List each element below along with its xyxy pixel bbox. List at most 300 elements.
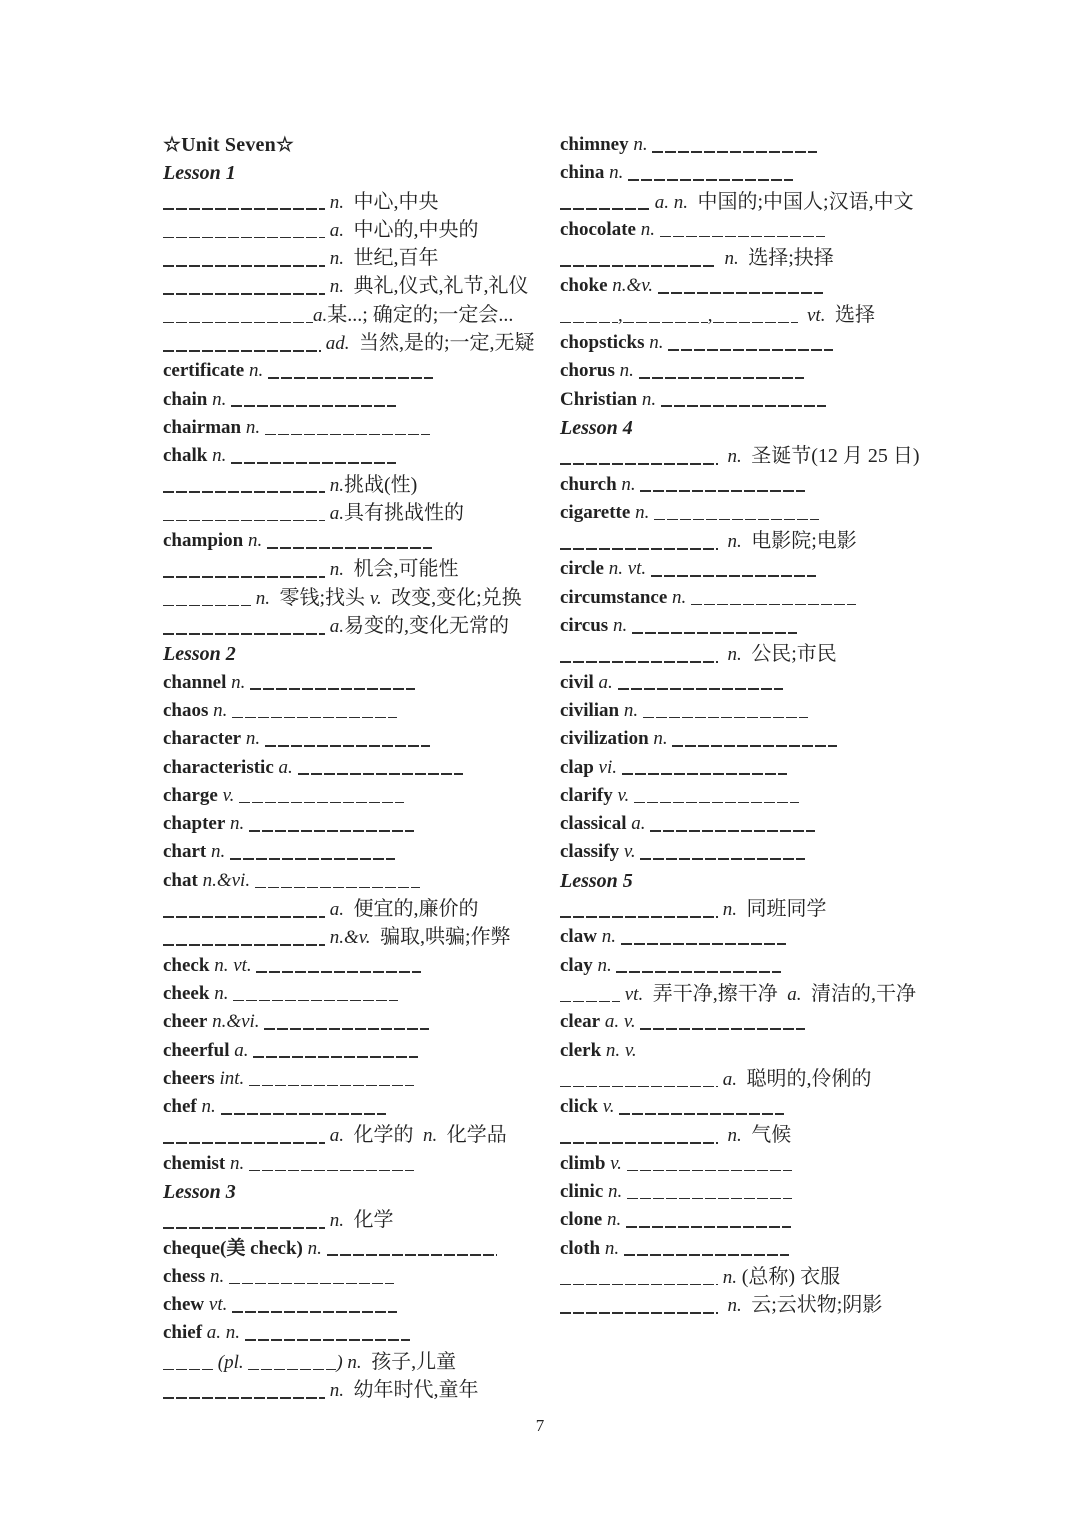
part-of-speech: v.	[619, 841, 641, 863]
vocab-entry	[163, 1291, 563, 1319]
part-of-speech: n.	[325, 474, 344, 496]
fill-in-blank	[626, 1226, 791, 1228]
headword: chairman	[163, 416, 242, 438]
headword: chopsticks	[560, 332, 645, 354]
part-of-speech: n.	[635, 218, 660, 240]
vocab-entry	[560, 499, 1000, 527]
fill-in-blank	[267, 547, 432, 549]
part-of-speech: n.	[644, 332, 669, 354]
headword: chain	[163, 388, 208, 410]
part-of-speech: a.	[325, 1125, 354, 1147]
vocab-entry	[560, 442, 1000, 470]
fill-in-blank	[622, 773, 787, 775]
fill-in-blank	[634, 802, 799, 804]
fill-in-blank	[163, 1142, 325, 1144]
headword: cigarette	[560, 501, 631, 523]
fill-in-blank	[265, 434, 430, 436]
part-of-speech: v.	[605, 1152, 627, 1174]
part-of-speech: (pl.	[213, 1351, 249, 1373]
part-of-speech: vt.	[204, 1294, 233, 1316]
fill-in-blank	[640, 858, 805, 860]
fill-in-blank	[249, 1170, 414, 1172]
fill-in-blank	[661, 405, 826, 407]
headword: character	[163, 728, 242, 750]
headword: church	[560, 473, 617, 495]
fill-in-blank	[232, 1311, 397, 1313]
part-of-speech: n.	[206, 841, 231, 863]
definition-cn: 某...; 确定的;一定会...	[327, 303, 514, 326]
fill-in-blank	[658, 292, 823, 294]
vocab-entry	[560, 1235, 1000, 1263]
vocab-entry	[163, 1235, 563, 1263]
part-of-speech: a.	[626, 813, 651, 835]
part-of-speech: v.	[612, 784, 635, 806]
fill-in-blank	[560, 1086, 718, 1088]
headword: Christian	[560, 388, 638, 410]
part-of-speech: a.	[325, 219, 354, 241]
part-of-speech: a.	[718, 1068, 747, 1090]
part-of-speech: n.	[630, 501, 655, 523]
fill-in-blank	[560, 1284, 718, 1286]
fill-in-blank	[560, 1142, 718, 1144]
separator-text: ,	[618, 304, 623, 326]
vocab-entry	[163, 754, 563, 782]
part-of-speech: a.	[593, 671, 618, 693]
vocab-entry	[163, 923, 563, 951]
vocab-entry	[163, 1263, 563, 1291]
lesson-heading: Lesson 3	[163, 1180, 236, 1203]
vocab-entry	[560, 1093, 1000, 1121]
part-of-speech: n.	[718, 644, 752, 666]
part-of-speech: n.&vi.	[207, 1011, 265, 1033]
part-of-speech: n.	[596, 926, 621, 948]
definition-cn: 电影院;电影	[751, 530, 857, 553]
definition-cn: 化学的	[353, 1124, 414, 1147]
vocab-entry	[163, 499, 563, 527]
headword: check	[163, 954, 210, 976]
headword: cloth	[560, 1237, 601, 1259]
part-of-speech: n.&v.	[325, 927, 381, 949]
fill-in-blank	[628, 179, 793, 181]
part-of-speech: n.	[302, 1237, 327, 1259]
definition-cn: 中国的;中国人;汉语,中文	[697, 190, 914, 213]
part-of-speech: n.	[600, 1237, 624, 1259]
definition-cn: 改变,变化;兑换	[391, 586, 522, 609]
vocab-entry	[560, 640, 1000, 668]
vocab-entry	[560, 1150, 1000, 1178]
headword: clap	[560, 756, 594, 778]
headword: chorus	[560, 360, 615, 382]
vocab-entry	[163, 1037, 563, 1065]
fill-in-blank	[163, 1227, 325, 1229]
part-of-speech: a.	[325, 502, 344, 524]
part-of-speech: n.	[205, 1265, 229, 1287]
fill-in-blank	[650, 830, 815, 832]
definition-cn: 挑战(性)	[344, 473, 418, 496]
headword: chalk	[163, 445, 208, 467]
part-of-speech: a.	[229, 1039, 254, 1061]
part-of-speech: n.	[241, 728, 265, 750]
definition-cn: 具有挑战性的	[344, 501, 464, 524]
vocab-entry	[163, 216, 563, 244]
headword: cheers	[163, 1067, 215, 1089]
vocab-entry	[560, 301, 1000, 329]
vocab-entry	[560, 810, 1000, 838]
vocab-entry	[163, 1121, 563, 1149]
fill-in-blank	[163, 237, 325, 239]
definition-cn: 云;云状物;阴影	[751, 1294, 883, 1317]
vocab-entry	[163, 555, 563, 583]
part-of-speech: n.	[413, 1125, 447, 1147]
vocab-entry	[163, 952, 563, 980]
definition-cn: 幼年时代,童年	[353, 1379, 479, 1402]
vocab-entry	[163, 527, 563, 555]
headword: climb	[560, 1152, 606, 1174]
fill-in-blank	[640, 1028, 805, 1030]
headword: china	[560, 162, 605, 184]
vocab-entry	[560, 584, 1000, 612]
fill-in-blank	[560, 661, 718, 663]
definition-cn: 化学	[353, 1209, 394, 1232]
vocab-entry	[163, 1065, 563, 1093]
fill-in-blank	[672, 745, 837, 747]
fill-in-blank	[560, 916, 718, 918]
headword: circus	[560, 615, 609, 637]
part-of-speech: n.	[241, 416, 265, 438]
vocab-entry	[163, 697, 563, 725]
definition-cn: 公民;市民	[751, 643, 837, 666]
vocab-entry	[163, 895, 563, 923]
part-of-speech: n. vt.	[209, 954, 257, 976]
part-of-speech: vt.	[797, 304, 835, 326]
part-of-speech: n.	[251, 587, 280, 609]
fill-in-blank	[163, 350, 321, 352]
definition-cn: 易变的,变化无常的	[344, 615, 509, 638]
fill-in-blank	[249, 1085, 414, 1087]
headword: certificate	[163, 360, 245, 382]
page-number: 7	[535, 1416, 545, 1435]
vocab-entry	[163, 329, 563, 357]
fill-in-blank	[640, 490, 805, 492]
part-of-speech: n.	[325, 191, 354, 213]
definition-cn: 选择	[834, 303, 875, 326]
fill-in-blank	[163, 1369, 213, 1371]
part-of-speech: a.	[325, 899, 354, 921]
definition-cn: 同班同学	[746, 898, 827, 921]
part-of-speech: n.	[619, 699, 643, 721]
part-of-speech: n.	[718, 531, 752, 553]
fill-in-blank	[163, 944, 325, 946]
vocab-entry	[560, 159, 1000, 187]
definition-cn: 中心,中央	[353, 190, 439, 213]
fill-in-blank	[163, 491, 325, 493]
part-of-speech: n.	[243, 530, 267, 552]
part-of-speech: n.&vi.	[197, 869, 255, 891]
headword: chemist	[163, 1152, 226, 1174]
headword: clerk	[560, 1039, 602, 1061]
vocab-entry	[163, 442, 563, 470]
fill-in-blank	[163, 520, 325, 522]
vocab-entry	[560, 272, 1000, 300]
fill-in-blank	[627, 1198, 792, 1200]
part-of-speech: n.	[616, 473, 641, 495]
part-of-speech: vt.	[620, 983, 653, 1005]
fill-in-blank	[163, 916, 325, 918]
headword: click	[560, 1096, 598, 1118]
vocab-entry	[163, 1008, 563, 1036]
right-column	[560, 131, 1000, 1319]
definition-cn: 中心的,中央的	[353, 218, 479, 241]
part-of-speech: n.	[226, 671, 251, 693]
fill-in-blank	[643, 717, 808, 719]
part-of-speech: n.	[718, 1266, 742, 1288]
vocab-entry	[560, 555, 1000, 583]
separator-text: ,	[707, 304, 713, 326]
fill-in-blank	[232, 717, 397, 719]
vocab-entry	[163, 244, 563, 272]
fill-in-blank	[239, 802, 404, 804]
definition-cn: 零钱;找头	[279, 586, 366, 609]
part-of-speech: v.	[217, 784, 240, 806]
headword: chief	[163, 1322, 203, 1344]
vocab-entry	[560, 895, 1000, 923]
vocab-entry	[560, 1121, 1000, 1149]
vocab-entry	[560, 1291, 1000, 1319]
fill-in-blank	[560, 1001, 620, 1003]
vocab-entry	[560, 386, 1000, 414]
fill-in-blank	[298, 773, 463, 775]
fill-in-blank	[560, 208, 650, 210]
fill-in-blank	[245, 1339, 410, 1341]
vocab-entry	[163, 272, 563, 300]
headword: clinic	[560, 1180, 604, 1202]
headword: characteristic	[163, 756, 274, 778]
unit-heading: ☆Unit Seven☆	[163, 134, 295, 156]
headword: cheer	[163, 1011, 208, 1033]
definition-cn: 选择;抉择	[748, 247, 834, 270]
definition-cn: 世纪,百年	[353, 247, 439, 270]
vocab-entry	[560, 1206, 1000, 1234]
vocab-entry	[163, 725, 563, 753]
fill-in-blank	[250, 688, 415, 690]
part-of-speech: a. n.	[202, 1322, 245, 1344]
vocab-entry	[560, 357, 1000, 385]
part-of-speech: n.	[225, 1152, 250, 1174]
fill-in-blank	[660, 236, 825, 238]
part-of-speech: ad.	[321, 333, 359, 355]
definition-cn: 骗取,哄骗;作弊	[380, 926, 511, 949]
vocab-entry	[163, 188, 563, 216]
fill-in-blank	[619, 1113, 784, 1115]
definition-cn: (总称) 衣服	[741, 1265, 841, 1288]
part-of-speech: n. vt.	[603, 558, 651, 580]
fill-in-blank	[163, 265, 325, 267]
vocab-entry	[163, 1093, 563, 1121]
left-column	[163, 131, 563, 1404]
headword: chapter	[163, 813, 226, 835]
fill-in-blank	[652, 151, 817, 153]
vocab-entry	[163, 980, 563, 1008]
part-of-speech: n.	[225, 813, 250, 835]
part-of-speech: n.	[667, 586, 692, 608]
vocab-entry	[560, 725, 1000, 753]
vocab-entry	[560, 754, 1000, 782]
fill-in-blank	[327, 1254, 497, 1256]
fill-in-blank	[253, 1056, 418, 1058]
part-of-speech: n.	[603, 1180, 628, 1202]
definition-cn: 弄干净,擦干净	[652, 982, 778, 1005]
fill-in-blank	[560, 463, 718, 465]
headword: civilian	[560, 699, 620, 721]
vocab-entry	[163, 414, 563, 442]
part-of-speech: n.	[196, 1096, 221, 1118]
headword: channel	[163, 671, 227, 693]
lesson-heading: Lesson 5	[560, 869, 633, 892]
vocab-entry	[560, 1037, 1000, 1065]
headword: chimney	[560, 134, 629, 155]
fill-in-blank	[163, 1397, 325, 1399]
fill-in-blank	[639, 377, 804, 379]
fill-in-blank	[691, 604, 856, 606]
lesson-heading: Lesson 4	[560, 416, 633, 439]
fill-in-blank	[632, 632, 797, 634]
headword: claw	[560, 926, 597, 948]
vocab-entry	[560, 1178, 1000, 1206]
part-of-speech: a.	[313, 304, 328, 326]
part-of-speech: n.	[209, 982, 234, 1004]
vocab-entry	[163, 357, 563, 385]
definition-cn: 清洁的,干净	[810, 982, 916, 1005]
headword: cheque(美 check)	[163, 1237, 303, 1259]
headword: chocolate	[560, 218, 636, 240]
vocab-entry	[560, 669, 1000, 697]
headword: chaos	[163, 699, 209, 721]
vocab-entry	[560, 697, 1000, 725]
vocab-entry	[163, 1150, 563, 1178]
part-of-speech: n.	[718, 1295, 752, 1317]
fill-in-blank	[163, 293, 325, 295]
definition-cn: 圣诞节(12 月 25 日)	[751, 445, 920, 468]
part-of-speech: int.	[214, 1067, 250, 1089]
vocab-entry	[560, 838, 1000, 866]
part-of-speech: n.	[604, 162, 629, 184]
part-of-speech: n.	[207, 388, 232, 410]
part-of-speech: n.	[637, 388, 661, 410]
vocab-entry	[560, 952, 1000, 980]
fill-in-blank	[623, 322, 708, 324]
vocab-entry	[163, 867, 563, 895]
fill-in-blank	[221, 1113, 386, 1115]
headword: circle	[560, 558, 604, 580]
vocab-entry	[560, 612, 1000, 640]
fill-in-blank	[618, 688, 783, 690]
fill-in-blank	[231, 405, 396, 407]
part-of-speech: a.	[325, 616, 344, 638]
part-of-speech: n.	[614, 360, 639, 382]
fill-in-blank	[233, 1000, 398, 1002]
part-of-speech: v.	[598, 1096, 620, 1118]
part-of-speech: a.	[273, 756, 298, 778]
definition-cn: 机会,可能性	[353, 558, 459, 581]
part-of-speech: n.	[628, 134, 653, 155]
headword: cheerful	[163, 1039, 230, 1061]
fill-in-blank	[654, 519, 819, 521]
fill-in-blank	[163, 576, 325, 578]
fill-in-blank	[560, 548, 718, 550]
part-of-speech: vi.	[593, 756, 622, 778]
fill-in-blank	[668, 349, 833, 351]
headword: charge	[163, 784, 218, 806]
fill-in-blank	[268, 377, 433, 379]
fill-in-blank	[163, 208, 325, 210]
vocab-entry	[163, 386, 563, 414]
fill-in-blank	[560, 265, 715, 267]
vocab-entry	[163, 669, 563, 697]
part-of-speech: n.	[244, 360, 268, 382]
fill-in-blank	[249, 830, 414, 832]
part-of-speech: n.	[648, 728, 673, 750]
vocab-entry	[560, 1065, 1000, 1093]
part-of-speech: a. v.	[600, 1011, 641, 1033]
vocab-entry	[560, 923, 1000, 951]
part-of-speech: n.	[325, 248, 354, 270]
fill-in-blank	[713, 322, 798, 324]
vocab-entry	[560, 980, 1000, 1008]
part-of-speech: n.	[325, 1380, 354, 1402]
fill-in-blank	[621, 943, 786, 945]
headword: clay	[560, 954, 593, 976]
vocab-entry	[560, 1008, 1000, 1036]
vocab-entry	[163, 1348, 563, 1376]
part-of-speech: v.	[365, 587, 392, 609]
fill-in-blank	[230, 858, 395, 860]
part-of-speech: a.	[777, 983, 811, 1005]
vocab-entry	[163, 301, 563, 329]
fill-in-blank	[624, 1254, 789, 1256]
part-of-speech: n.&v.	[607, 275, 658, 297]
definition-cn: 当然,是的;一定,无疑	[359, 332, 535, 355]
headword: chess	[163, 1265, 206, 1287]
part-of-speech: n.	[608, 615, 632, 637]
headword: clone	[560, 1209, 603, 1231]
definition-cn: 便宜的,廉价的	[353, 898, 479, 921]
vocab-entry	[163, 471, 563, 499]
headword: chew	[163, 1294, 205, 1316]
vocab-entry	[163, 612, 563, 640]
headword: clarify	[560, 784, 613, 806]
headword: chart	[163, 841, 207, 863]
fill-in-blank	[163, 605, 251, 607]
vocab-entry	[560, 131, 1000, 159]
vocab-entry	[163, 810, 563, 838]
vocab-entry	[163, 1206, 563, 1234]
part-of-speech: n.	[602, 1209, 626, 1231]
part-of-speech: n.	[718, 899, 747, 921]
vocab-entry	[560, 329, 1000, 357]
headword: civilization	[560, 728, 649, 750]
fill-in-blank	[255, 887, 420, 889]
lesson-heading: Lesson 2	[163, 643, 236, 666]
vocab-entry	[163, 782, 563, 810]
part-of-speech: n.	[325, 1210, 354, 1232]
fill-in-blank	[651, 575, 816, 577]
fill-in-blank	[264, 1028, 429, 1030]
definition-cn: 化学品	[446, 1124, 507, 1147]
part-of-speech: a. n.	[650, 191, 698, 213]
vocab-entry	[163, 838, 563, 866]
vocab-entry	[163, 1376, 563, 1404]
fill-in-blank	[163, 322, 313, 324]
